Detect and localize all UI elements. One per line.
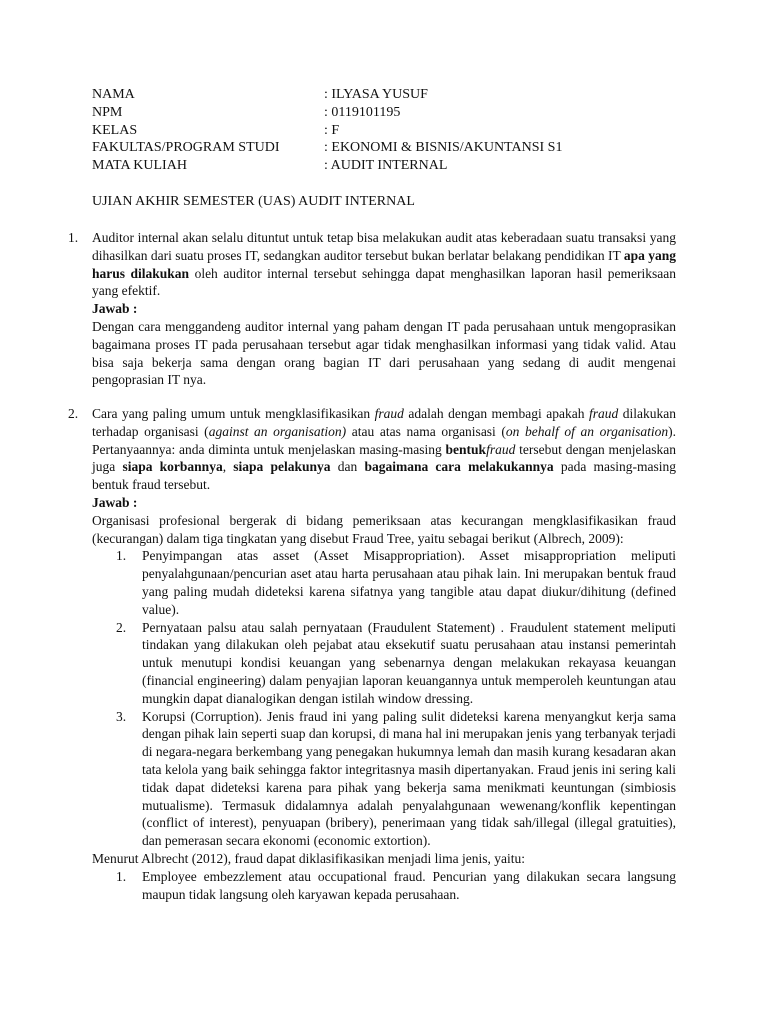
italic-text: against an organisation)	[208, 423, 347, 439]
list-number: 2.	[116, 619, 127, 635]
exam-title: UJIAN AKHIR SEMESTER (UAS) AUDIT INTERNAL	[92, 194, 415, 209]
list-item	[116, 708, 676, 850]
text-run: dilakukan terhadap organisasi (	[92, 406, 676, 439]
header-value: : AUDIT INTERNAL	[324, 158, 448, 174]
question-1	[68, 229, 676, 389]
text-run: atau atas nama organisasi (	[346, 423, 506, 439]
text-run: ,	[222, 459, 234, 475]
italic-text: fraud	[374, 406, 404, 421]
question-body	[92, 229, 676, 389]
list-text: Penyimpangan atas asset (Asset Misappropriation). Asset misappropriation meliputi penyalahgunaan/pencurian aset atau harta perusahaan atau pihak lain. Ini merupakan bentuk fraud yang paling mudah dideteksi karena sifatnya yang tangible atau dapat diukur/dihitung (defined value).	[142, 548, 676, 617]
text-run: Cara yang paling umum untuk mengklasifikasikan	[92, 406, 375, 421]
list-item	[116, 547, 676, 618]
list-text: Employee embezzlement atau occupational fraud. Pencurian yang dilakukan secara langsung maupun tidak langsung oleh karyawan kepada perusahaan.	[142, 868, 676, 902]
header-row-mata-kuliah	[92, 157, 562, 175]
answer-intro: Organisasi profesional bergerak di bidang pemeriksaan atas kecurangan mengklasifikasikan fraud (kecurangan) dalam tiga tingkatan yang disebut Fraud Tree, yaitu sebagai berikut (Albrech, 2009):	[92, 512, 676, 546]
header-value: : 0119101195	[324, 104, 401, 120]
albrecht-intro: Menurut Albrecht (2012), fraud dapat diklasifikasikan menjadi lima jenis, yaitu:	[92, 850, 526, 866]
text-run: adalah dengan membagi apakah	[403, 406, 589, 421]
emphasis-text: siapa pelakunya	[233, 459, 331, 475]
list-text: Korupsi (Corruption). Jenis fraud ini yang paling sulit dideteksi karena menyangkut kerja sama dengan pihak lain seperti suap dan korupsi, di mana hal ini merupakan jenis yang terbanyak terjadi di negara-negara berkembang yang penegakan hukumnya lemah dan masih kurang kesadaran akan tata kelola yang baik sehingga faktor integritasnya masih dipertanyakan. Fraud jenis ini sering kali tidak dapat dideteksi karena para pihak yang bekerja sama menikmati keuntungan (simbiosis mutualisme). Termasuk didalamnya adalah penyalahgunaan wewenang/konflik kepentingan (conflict of interest), penyuapan (bribery), penerimaan yang tidak sah/illegal (illegal gratuities), dan pemerasan secara ekonomi (economic extortion).	[142, 708, 676, 849]
jawab-label: Jawab :	[92, 494, 138, 510]
header-value: : F	[324, 122, 340, 138]
header-row-kelas	[92, 122, 562, 140]
jawab-label: Jawab :	[92, 301, 138, 317]
question-text	[92, 405, 676, 494]
emphasis-text: apa yang harus dilakukan	[92, 247, 676, 281]
text-run: tersebut dengan menjelaskan juga	[92, 441, 676, 475]
question-number: 2.	[68, 406, 79, 421]
list-number: 1.	[116, 868, 127, 884]
list-item	[116, 868, 676, 904]
question-body	[92, 405, 676, 903]
text-run: Auditor internal akan selalu dituntut untuk tetap bisa melakukan audit atas keberadaan suatu transaksi yang dihasilkan dari suatu proses IT, sedangkan auditor tersebut bukan berlatar belakang pendidikan IT	[92, 230, 676, 263]
question-text	[92, 229, 676, 300]
question-number: 1.	[68, 230, 79, 245]
question-2	[68, 405, 676, 903]
text-run: pada masing-masing bentuk fraud tersebut.	[92, 459, 677, 493]
list-text: Pernyataan palsu atau salah pernyataan (Fraudulent Statement) . Fraudulent statement meliputi tindakan yang dilakukan oleh pejabat atau eksekutif suatu perusahaan atau instansi pemerintah untuk menutupi kondisi keuangan yang sebenarnya dengan melakukan rekayasa keuangan (financial engineering) dalam penyajian laporan keuangannya untuk memperoleh keuntungan atau mungkin dapat dianalogikan dengan istilah window dressing.	[142, 619, 676, 706]
identity-header	[92, 86, 562, 175]
header-key: KELAS	[92, 122, 138, 138]
header-key: NPM	[92, 104, 123, 120]
list-item	[116, 619, 676, 708]
header-row-npm	[92, 104, 562, 122]
italic-text: fraud	[589, 406, 619, 421]
list-number: 1.	[116, 548, 127, 564]
emphasis-text: siapa korbannya	[122, 459, 223, 475]
text-run: dan	[330, 459, 365, 475]
italic-text: on behalf of an organisation	[505, 423, 669, 439]
header-value: : EKONOMI & BISNIS/AKUNTANSI S1	[324, 140, 563, 156]
header-row-nama	[92, 86, 562, 104]
italic-text: fraud	[486, 441, 516, 457]
header-key: FAKULTAS/PROGRAM STUDI	[92, 140, 280, 156]
header-key: MATA KULIAH	[92, 158, 187, 174]
emphasis-text: bagaimana cara melakukannya	[364, 459, 554, 475]
answer-text: Dengan cara menggandeng auditor internal yang paham dengan IT pada perusahaan untuk mengoprasikan bagaimana proses IT pada perusahaan tersebut agar tidak menghasilkan informasi yang tidak valid. Atau bisa saja bekerja sama dengan orang bagian IT dari perusahaan yang sedang di audit mengenai pengoprasian IT nya.	[92, 318, 676, 388]
header-row-fakultas	[92, 139, 562, 157]
text-run: ). Pertanyaannya: anda diminta untuk menjelaskan masing-masing	[92, 423, 676, 457]
list-number: 3.	[116, 708, 127, 724]
emphasis-text: bentuk	[445, 441, 487, 457]
header-value: : ILYASA YUSUF	[324, 87, 428, 102]
header-key: NAMA	[92, 87, 135, 102]
text-run: oleh auditor internal tersebut sehingga dapat menghasilkan laporan hasil pemeriksaan yang efektif.	[92, 265, 676, 299]
